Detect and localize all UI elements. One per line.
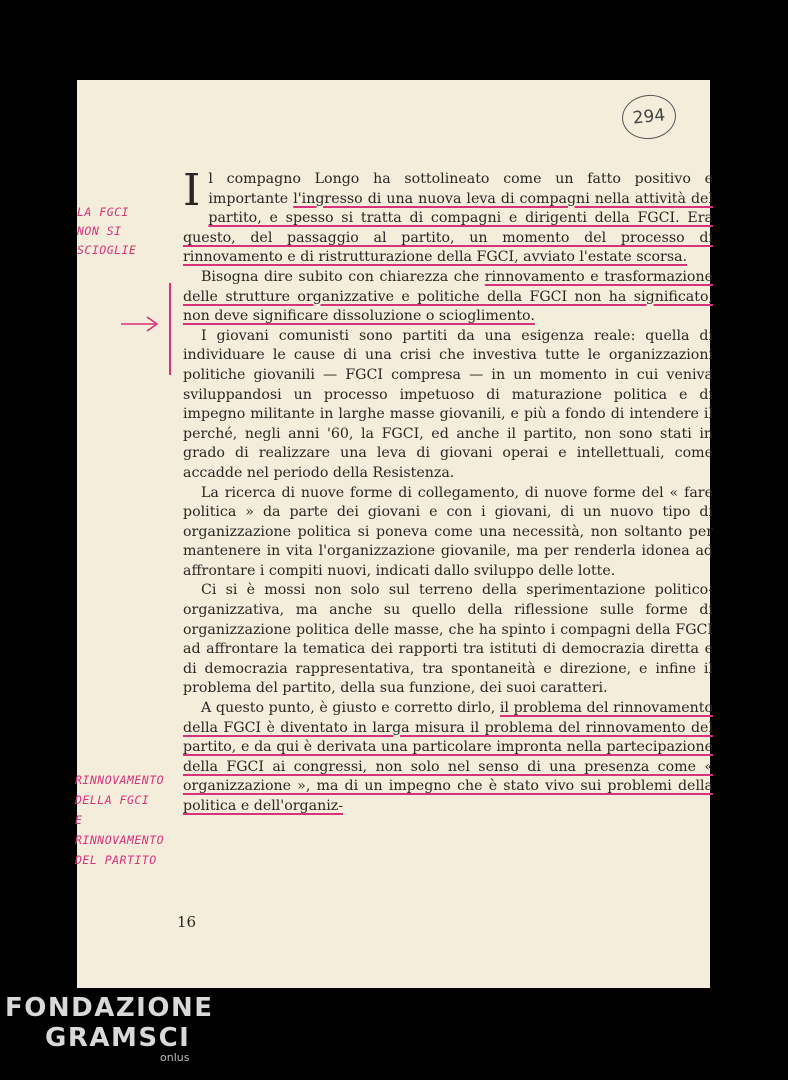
margin-note-line: SCIOGLIE [77, 243, 137, 257]
margin-note-line: DEL PARTITO [75, 853, 157, 867]
logo-line-2: GRAMSCI [45, 1023, 191, 1053]
paragraph: La ricerca di nuove forme di collegamento, di nuove forme del « fare politica » da parte dei giovani e con i giovani, di un nuovo tipo di organizzazione politica si poneva come una necessità, non soltanto per mantenere in vita l'organizzazione giovanile, ma per renderla idonea ad affrontare i compiti nuovi, indicati dallo sviluppo delle lotte. [183, 484, 713, 579]
underlined-text: il problema del rinnovamento della FGCI è diventato in larga misura il problema del rinnovamento del partito, e da qui è derivata una particolare impronta nella partecipazione della FGCI ai congressi, non solo nel senso di una presenza come « organizzazione », ma di un impegno che è stato vivo sui problemi della politica e dell'organiz- [183, 700, 714, 814]
margin-note-line: LA FGCI [77, 205, 129, 219]
body-text [183, 165, 714, 817]
drop-cap: I [183, 165, 201, 216]
margin-note-top [77, 203, 136, 260]
document-page [75, 80, 714, 988]
fondazione-gramsci-logo [5, 993, 214, 1064]
paragraph: A questo punto, è giusto e corretto dirlo, il problema del rinnovamento della FGCI è diventato in larga misura il problema del rinnovamento del partito, e da qui è derivata una particolare impronta nella partecipazione della FGCI ai congressi, non solo nel senso di una presenza come « organizzazione », ma di un impegno che è stato vivo sui problemi della politica e dell'organiz- [183, 700, 714, 814]
paragraph: I giovani comunisti sono partiti da una esigenza reale: quella di individuare le cause di una crisi che investiva tutte le organizzazioni politiche giovanili — FGCI compresa — in un momento in cui veniva sviluppandosi un processo impetuoso di maturazione politica e di impegno militante in larghe masse giovanili, e più a fondo di intendere il perché, negli anni '60, la FGCI, ed anche il partito, non sono stati in grado di realizzare una leva di giovani operai e intellettuali, come accadde nel periodo della Resistenza. [183, 327, 713, 481]
margin-note-line: DELLA FGCI [75, 793, 150, 807]
margin-note-line: RINNOVAMENTO [75, 773, 165, 787]
paragraph: Il compagno Longo ha sottolineato come un fatto positivo e importante l'ingresso di una nuova leva di compagni nella attività del partito, e spesso si tratta di compagni e dirigenti della FGCI. Era questo, del passaggio al partito, un momento del processo di rinnovamento e di ristrutturazione della FGCI, avviato l'estate scorsa. [183, 165, 713, 266]
page-number: 16 [177, 913, 197, 931]
paragraph: Ci si è mossi non solo sul terreno della sperimentazione politico-organizzativa, ma anche su quello della riflessione sulle forme di organizzazione politica delle masse, che ha spinto i compagni della FGCI ad affrontare la tematica dei rapporti tra istituti di democrazia diretta e di democrazia rappresentativa, tra spontaneità e direzione, e infine il problema del partito, della sua funzione, dei suoi caratteri. [183, 582, 713, 697]
margin-note-line: NON SI [77, 224, 122, 238]
logo-line-1: FONDAZIONE [5, 993, 214, 1023]
margin-bracket-line [169, 283, 171, 375]
paragraph: Bisogna dire subito con chiarezza che rinnovamento e trasformazione delle strutture organizzative e politiche della FGCI non ha significato, non deve significare dissoluzione o scioglimento. [183, 268, 713, 325]
underlined-text: l'ingresso di una nuova leva di compagni nella attività del partito, e spesso si tratta di compagni e dirigenti della FGCI. Era questo, del passaggio al partito, un momento del processo di rinnovamento e di ristrutturazione della FGCI, avviato l'estate scorsa. [183, 190, 713, 266]
margin-note-bottom [75, 770, 164, 870]
archive-stamp: 294 [620, 92, 678, 141]
underlined-text: rinnovamento e trasformazione delle strutture organizzative e politiche della FGCI non ha significato, non deve significare dissoluzione o scioglimento. [183, 268, 713, 325]
logo-line-3: onlus [160, 1051, 190, 1064]
margin-arrow-icon [119, 314, 161, 334]
margin-note-line: RINNOVAMENTO [75, 833, 165, 847]
margin-note-line: E [75, 813, 83, 827]
